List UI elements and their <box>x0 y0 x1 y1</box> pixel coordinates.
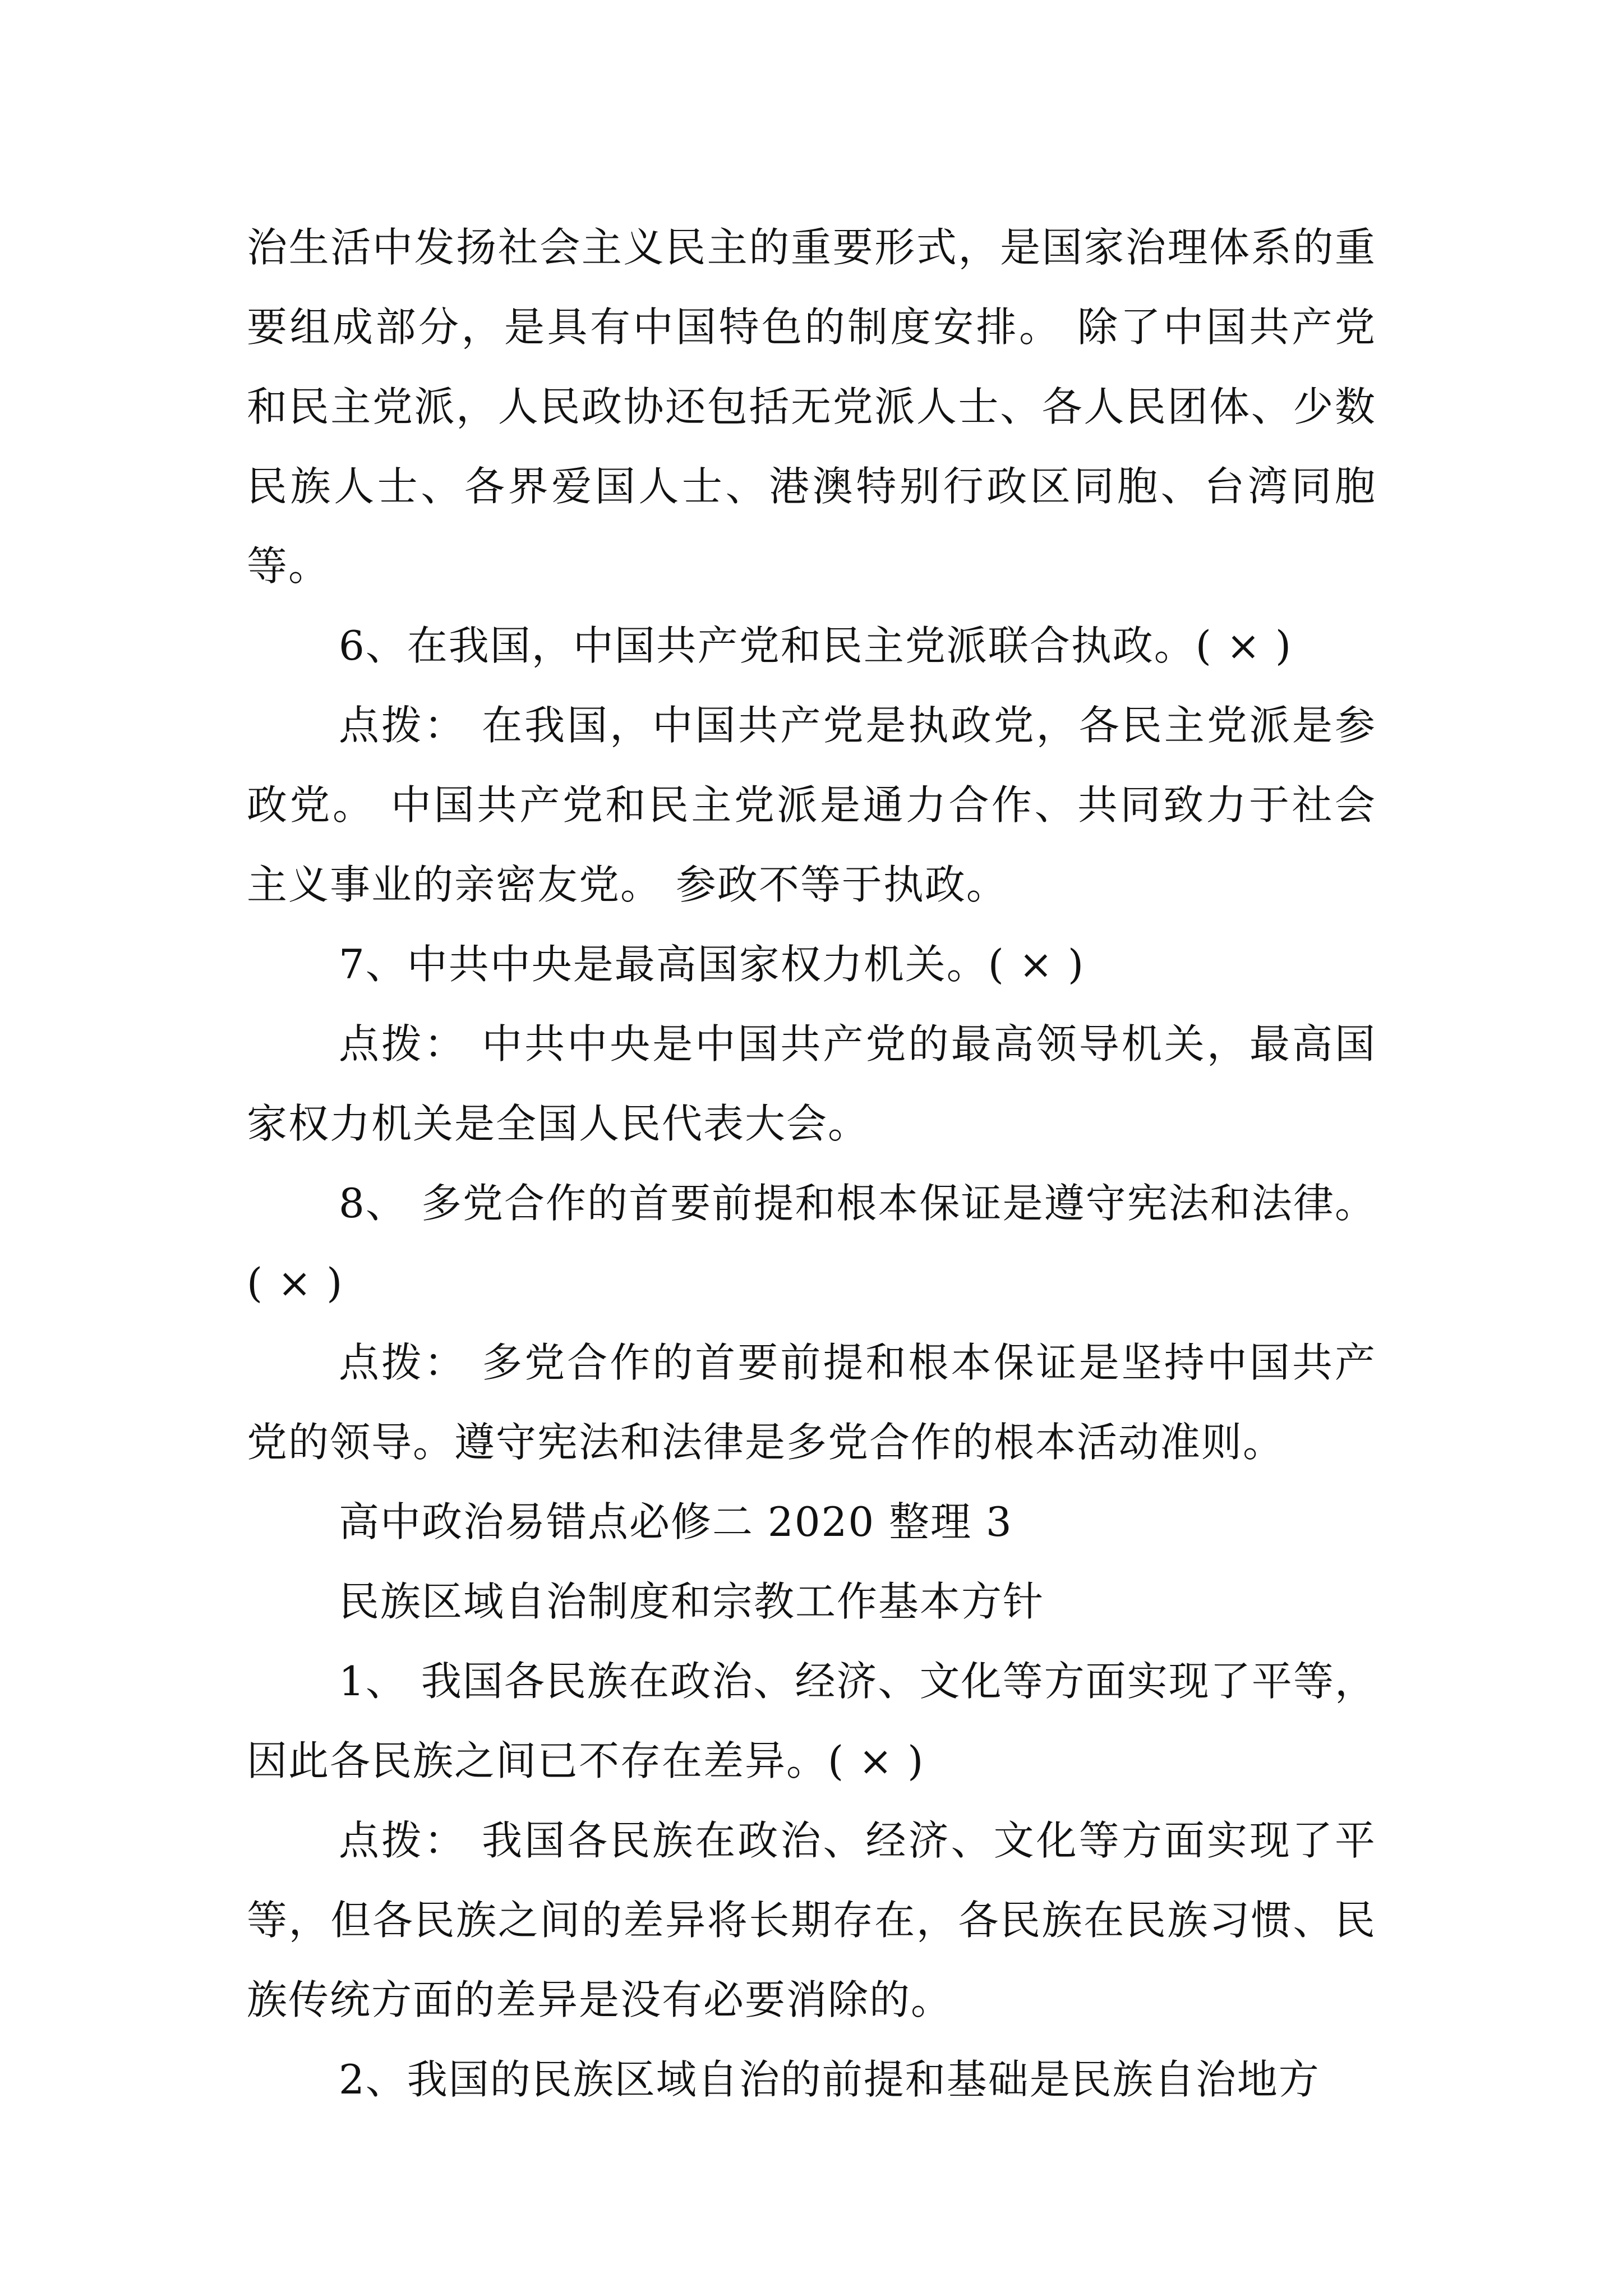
section-title: 高中政治易错点必修二 2020 整理 3 <box>339 1498 1013 1545</box>
hint-8: 点拨： 多党合作的首要前提和根本保证是坚持中国共产党的领导。遵守宪法和法律是多党合作的根本活动准则。 <box>247 1339 1376 1466</box>
question-6: 6、在我国，中国共产党和民主党派联合执政。( × ) <box>339 622 1293 669</box>
paragraph-continuation: 治生活中发扬社会主义民主的重要形式，是国家治理体系的重要组成部分，是具有中国特色的制度安排。 除了中国共产党和民主党派，人民政协还包括无党派人士、各人民团体、少数民族人士、各界爱国人士、港澳特别行政区同胞、台湾同胞等。 <box>247 224 1376 590</box>
document-body <box>247 208 1376 2119</box>
section-subtitle: 民族区域自治制度和宗教工作基本方针 <box>339 1578 1045 1625</box>
question-2: 2、我国的民族区域自治的前提和基础是民族自治地方 <box>339 2056 1320 2103</box>
question-8: 8、 多党合作的首要前提和根本保证是遵守宪法和法律。( × ) <box>247 1180 1376 1306</box>
question-7: 7、中共中央是最高国家权力机关。( × ) <box>339 941 1085 988</box>
hint-6: 点拨： 在我国，中国共产党是执政党，各民主党派是参政党。 中国共产党和民主党派是通力合作、共同致力于社会主义事业的亲密友党。 参政不等于执政。 <box>247 702 1376 908</box>
question-1: 1、 我国各民族在政治、经济、文化等方面实现了平等，因此各民族之间已不存在差异。( × ) <box>247 1658 1376 1784</box>
hint-7: 点拨： 中共中央是中国共产党的最高领导机关，最高国家权力机关是全国人民代表大会。 <box>247 1020 1376 1147</box>
hint-1: 点拨： 我国各民族在政治、经济、文化等方面实现了平等，但各民族之间的差异将长期存在，各民族在民族习惯、民族传统方面的差异是没有必要消除的。 <box>247 1817 1376 2023</box>
